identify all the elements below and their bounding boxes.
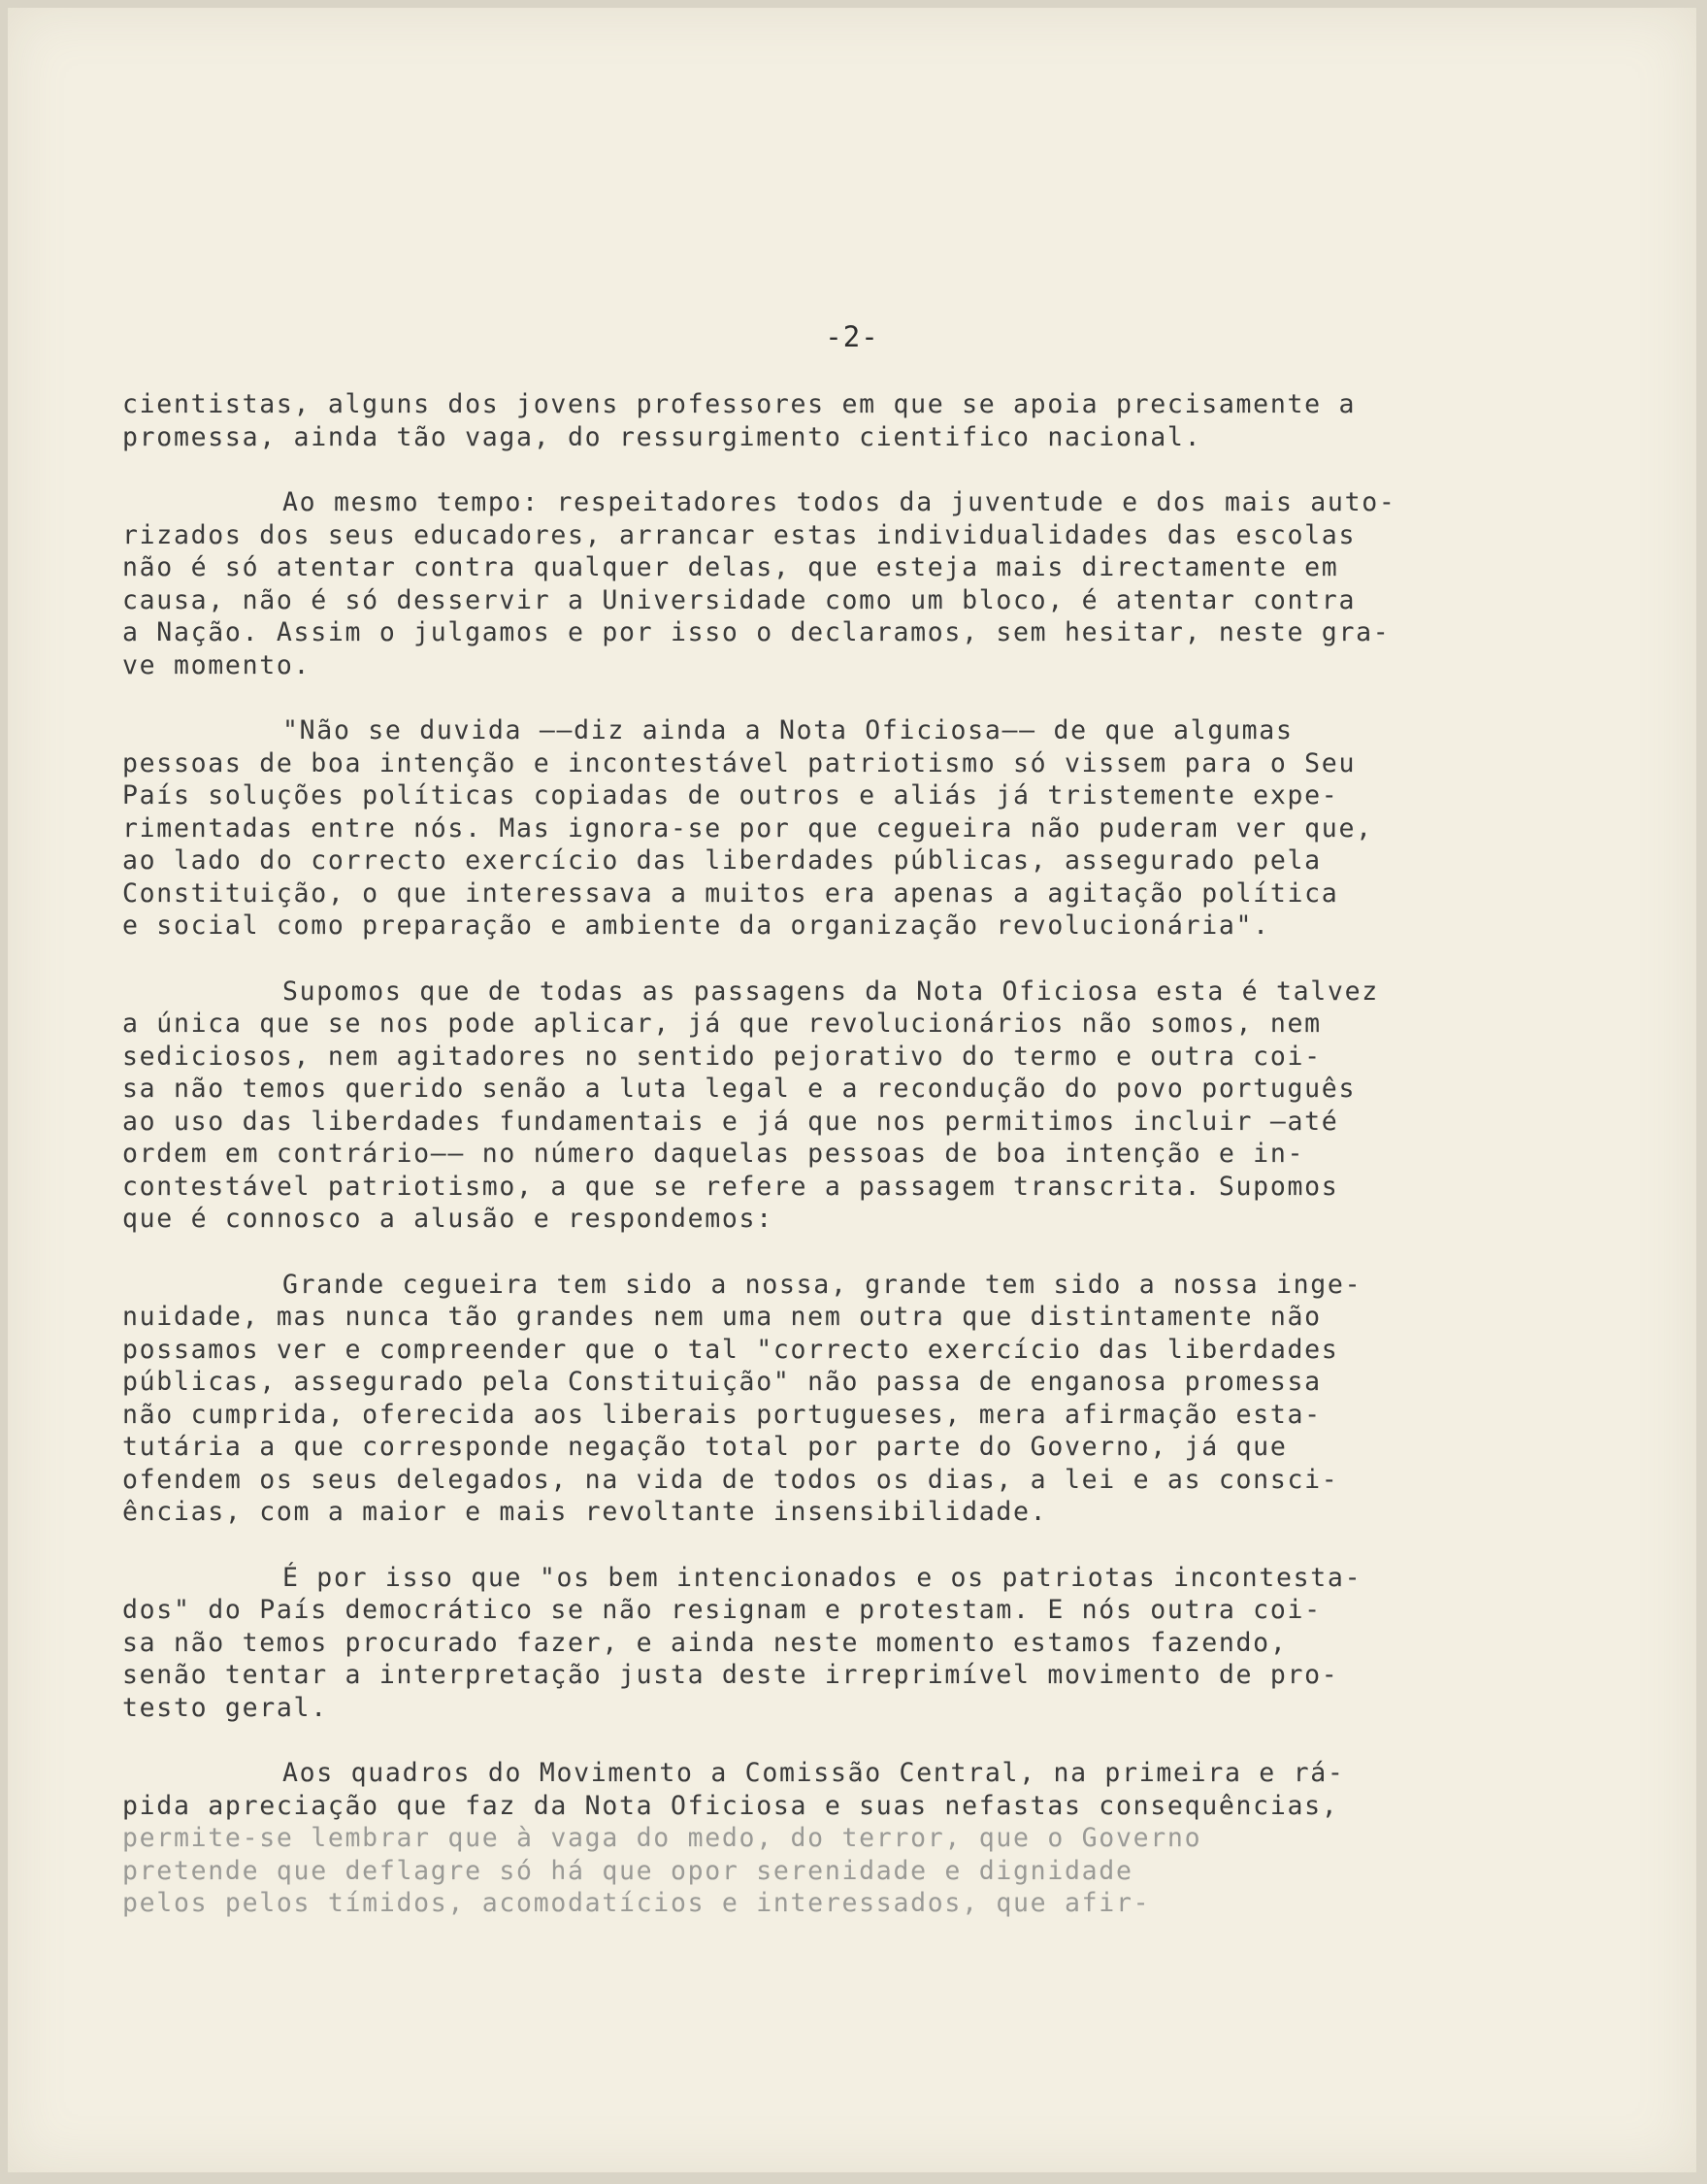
- text-line-content: É por isso que "os bem intencionados e os patriotas incontesta-: [282, 1562, 1362, 1593]
- text-line: sa não temos querido senão a luta legal e a recondução do povo português: [122, 1074, 1357, 1104]
- text-line: ências, com a maior e mais revoltante insensibilidade.: [122, 1497, 1048, 1527]
- text-line: possamos ver e compreender que o tal "correcto exercício das liberdades: [122, 1334, 1339, 1365]
- text-line: e social como preparação e ambiente da organização revolucionária".: [122, 910, 1270, 941]
- text-line: a única que se nos pode aplicar, já que revolucionários não somos, nem: [122, 1009, 1322, 1039]
- paragraph-1: [122, 388, 1578, 453]
- text-line-content: "Não se duvida ——diz ainda a Nota Oficiosa—— de que algumas: [282, 715, 1294, 745]
- text-line: ao uso das liberdades fundamentais e já que nos permitimos incluir —até: [122, 1106, 1339, 1137]
- text-line-content: Aos quadros do Movimento a Comissão Central, na primeira e rá-: [282, 1758, 1345, 1788]
- text-line-content: Grande cegueira tem sido a nossa, grande tem sido a nossa inge-: [282, 1269, 1362, 1300]
- text-line: nuidade, mas nunca tão grandes nem uma nem outra que distintamente não: [122, 1302, 1322, 1332]
- text-line: [122, 976, 1578, 1009]
- page-number: -2-: [825, 320, 879, 353]
- text-line: sa não temos procurado fazer, e ainda neste momento estamos fazendo,: [122, 1627, 1288, 1658]
- text-line: permite-se lembrar que à vaga do medo, do terror, que o Governo: [122, 1823, 1202, 1853]
- text-line: ao lado do correcto exercício das liberdades públicas, assegurado pela: [122, 845, 1322, 876]
- text-line: [122, 1562, 1578, 1595]
- text-line: pessoas de boa intenção e incontestável patriotismo só vissem para o Seu: [122, 747, 1357, 778]
- text-line: ordem em contrário—— no número daquelas pessoas de boa intenção e in-: [122, 1139, 1305, 1169]
- text-line: cientistas, alguns dos jovens professores em que se apoia precisamente a: [122, 389, 1357, 419]
- paragraph-5: [122, 1269, 1578, 1529]
- text-line: não é só atentar contra qualquer delas, que esteja mais directamente em: [122, 552, 1339, 582]
- text-line: contestável patriotismo, a que se refere a passagem transcrita. Supomos: [122, 1171, 1339, 1202]
- text-line: públicas, assegurado pela Constituição" não passa de enganosa promessa: [122, 1367, 1322, 1397]
- text-line: que é connosco a alusão e respondemos:: [122, 1204, 773, 1234]
- text-line: não cumprida, oferecida aos liberais portugueses, mera afirmação esta-: [122, 1399, 1322, 1430]
- text-line: ve momento.: [122, 649, 312, 680]
- document-body: [122, 388, 1578, 1953]
- paragraph-6: [122, 1562, 1578, 1725]
- text-line: Constituição, o que interessava a muitos era apenas a agitação política: [122, 877, 1339, 909]
- text-line: pelos pelos tímidos, acomodatícios e interessados, que afir-: [122, 1888, 1151, 1918]
- text-line: rimentadas entre nós. Mas ignora-se por que cegueira não puderam ver que,: [122, 812, 1373, 844]
- text-line: tutária a que corresponde negação total por parte do Governo, já que: [122, 1432, 1288, 1462]
- text-line: [122, 714, 1578, 747]
- text-line: a Nação. Assim o julgamos e por isso o declaramos, sem hesitar, neste gra-: [122, 617, 1391, 647]
- text-line: promessa, ainda tão vaga, do ressurgimento cientifico nacional.: [122, 421, 1202, 452]
- text-line: testo geral.: [122, 1692, 328, 1723]
- text-line: País soluções políticas copiadas de outros e aliás já tristemente expe-: [122, 780, 1339, 811]
- text-line: dos" do País democrático se não resignam e protestam. E nós outra coi-: [122, 1595, 1322, 1625]
- text-line: pretende que deflagre só há que opor serenidade e dignidade: [122, 1855, 1133, 1886]
- text-line-content: Ao mesmo tempo: respeitadores todos da juventude e dos mais auto-: [282, 487, 1396, 517]
- text-line: [122, 486, 1578, 519]
- paragraph-4: [122, 976, 1578, 1236]
- text-line: [122, 1269, 1578, 1302]
- text-line-content: Supomos que de todas as passagens da Nota Oficiosa esta é talvez: [282, 976, 1379, 1007]
- paragraph-7: [122, 1757, 1578, 1920]
- paragraph-2: [122, 486, 1578, 681]
- text-line: causa, não é só desservir a Universidade como um bloco, é atentar contra: [122, 584, 1357, 615]
- document-sheet: [8, 8, 1696, 2172]
- text-line: senão tentar a interpretação justa deste irreprimível movimento de pro-: [122, 1660, 1339, 1690]
- text-line: rizados dos seus educadores, arrancar estas individualidades das escolas: [122, 519, 1357, 550]
- text-line: ofendem os seus delegados, na vida de todos os dias, a lei e as consci-: [122, 1464, 1339, 1495]
- text-line: pida apreciação que faz da Nota Oficiosa e suas nefastas consequências,: [122, 1790, 1339, 1821]
- paragraph-3: [122, 714, 1578, 943]
- text-line: sediciosos, nem agitadores no sentido pejorativo do termo e outra coi-: [122, 1041, 1322, 1072]
- text-line: [122, 1757, 1578, 1790]
